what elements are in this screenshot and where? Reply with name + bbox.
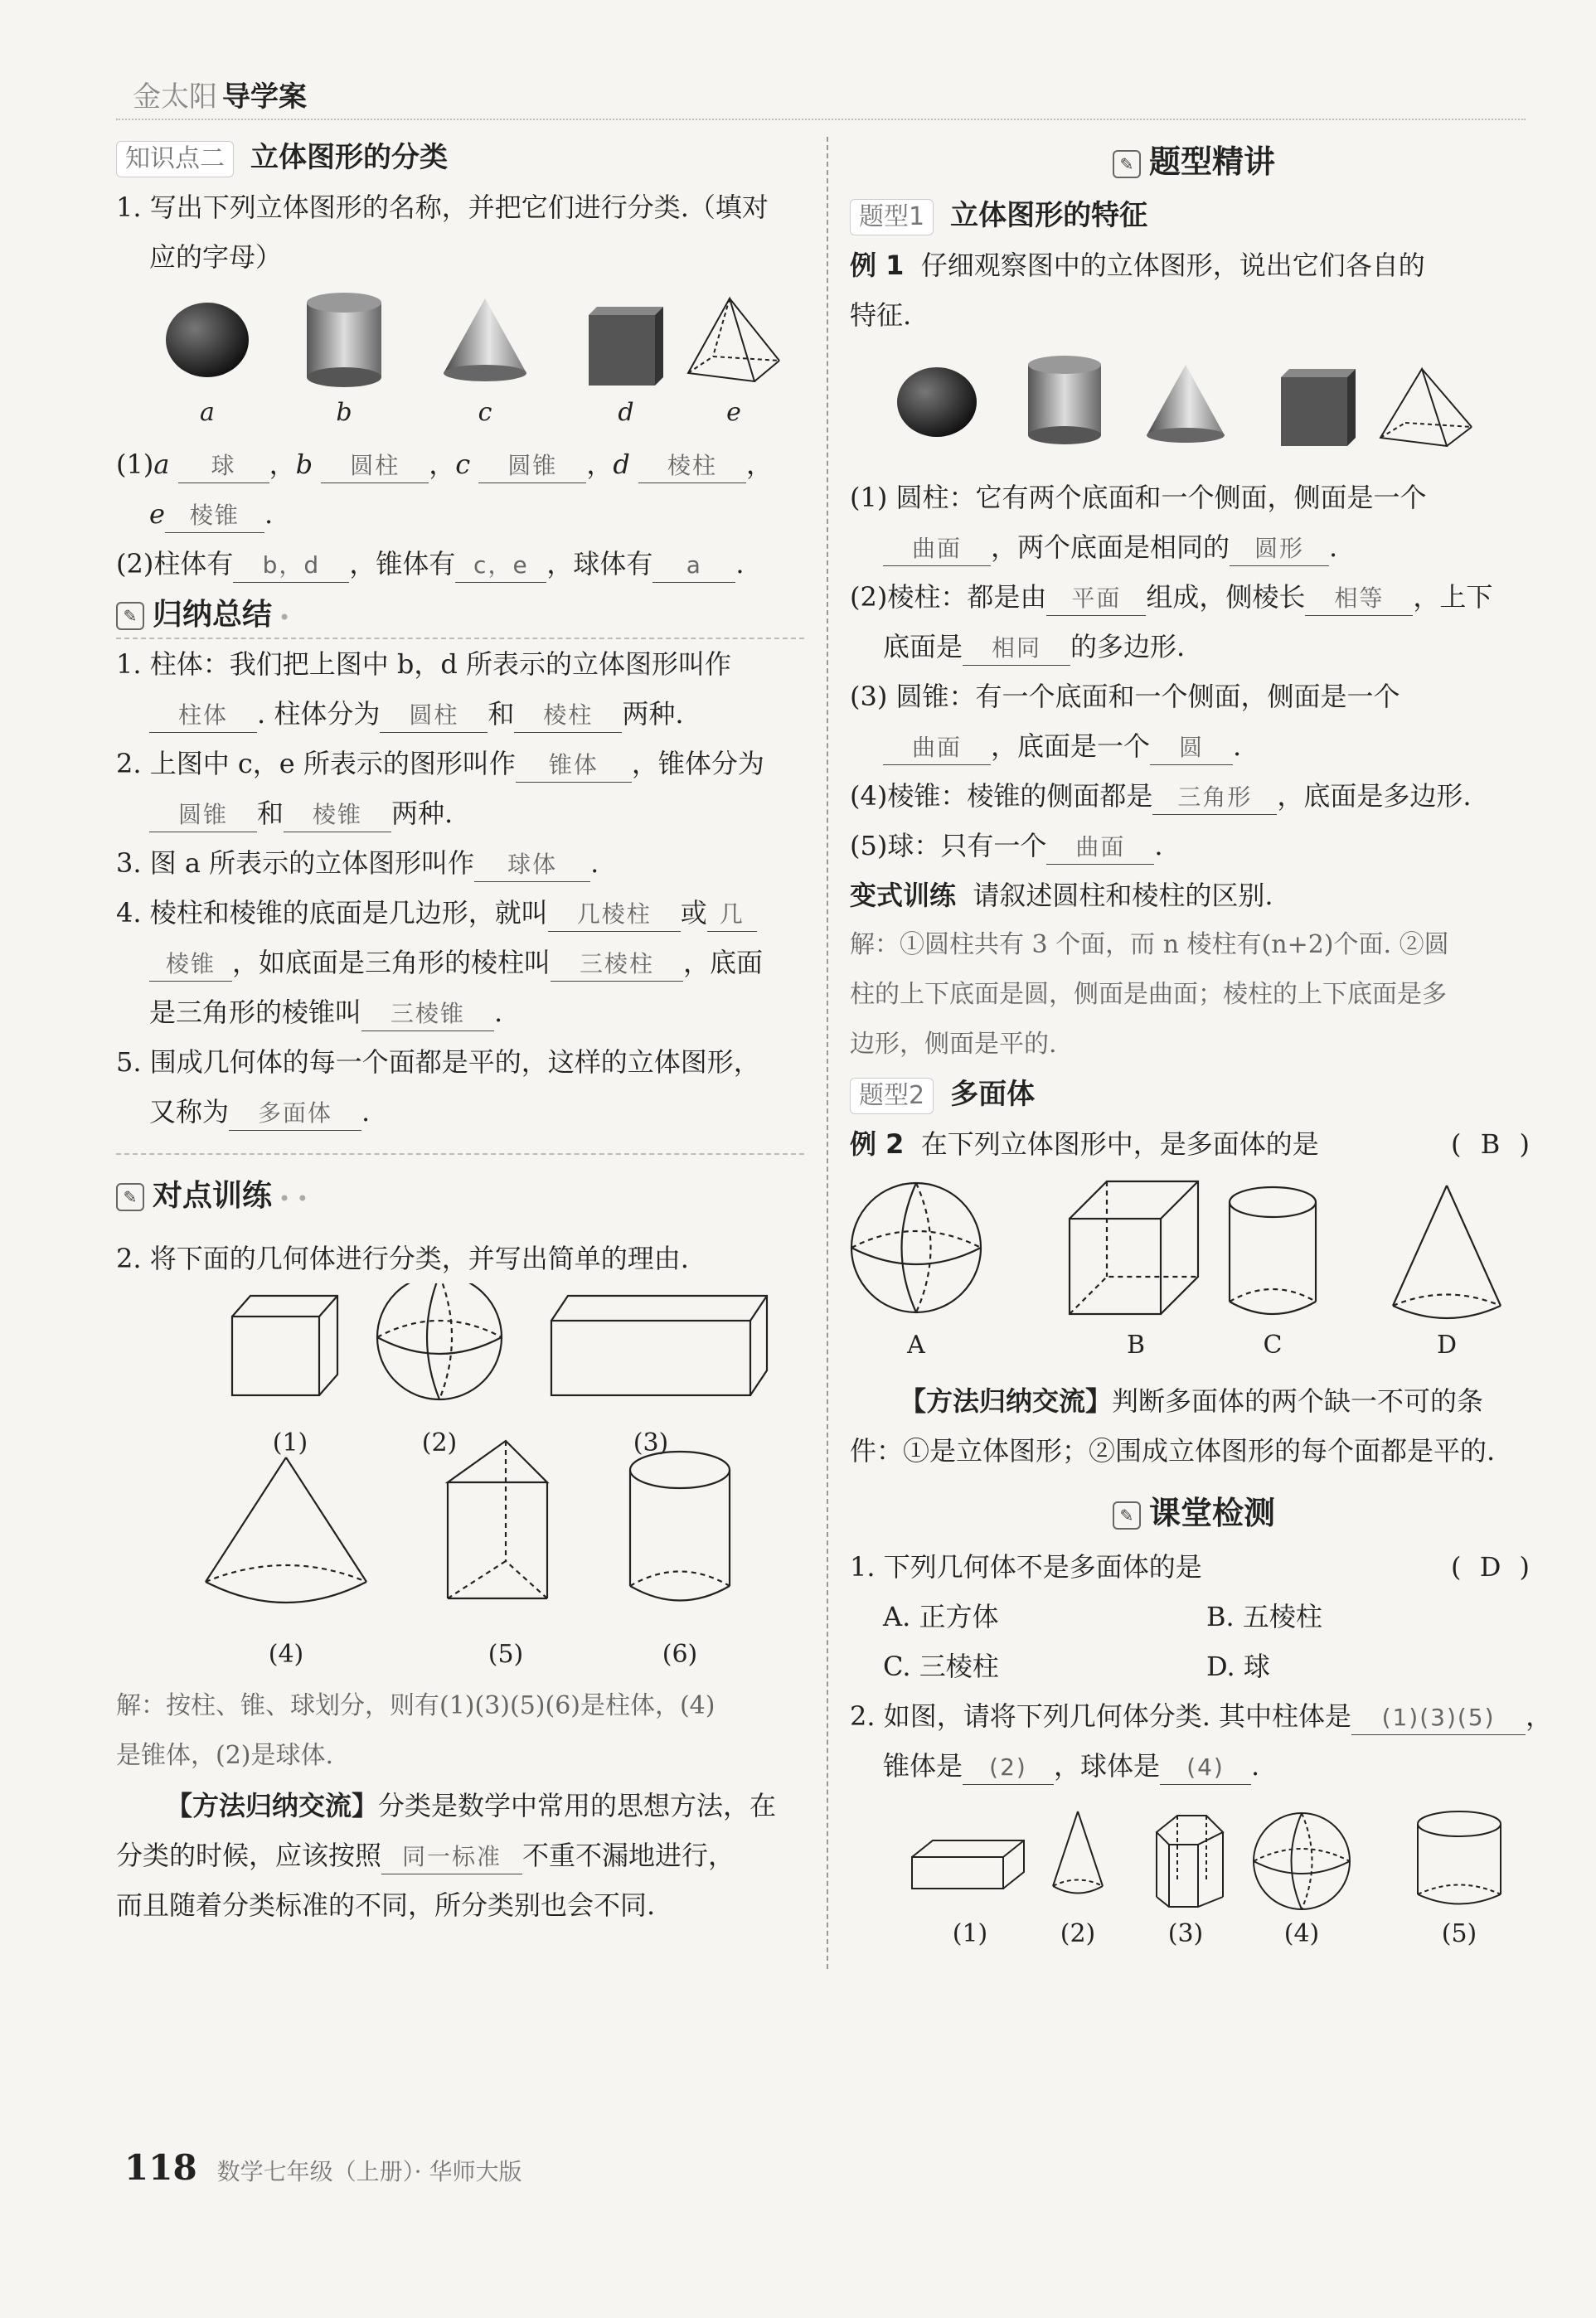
page-footer <box>124 2147 521 2188</box>
check-fig-cuboid <box>912 1840 1024 1889</box>
right-column <box>850 133 1553 1965</box>
variant-exercise: 变式训练 请叙述圆柱和棱柱的区别. <box>850 880 1273 911</box>
answer-blank: 几棱柱 <box>548 898 681 932</box>
classification-figure <box>116 1283 804 1673</box>
figure-sphere <box>377 1283 502 1399</box>
knowledge-point-tag: 知识点二 <box>116 141 234 177</box>
feature-5: (5)球：只有一个 曲面 . <box>850 821 1538 870</box>
check-fig-cone <box>1053 1811 1103 1894</box>
option-b: B. 五棱柱 <box>1206 1601 1322 1632</box>
fig-label: (2) <box>1060 1919 1096 1948</box>
check-fig-sphere <box>1254 1813 1350 1909</box>
answer-blank: 曲面 <box>883 532 991 566</box>
answer-blank: 柱体 <box>149 699 257 733</box>
check1-options-row1 <box>850 1592 1538 1642</box>
answer-blank: (2) <box>963 1751 1054 1785</box>
example-1b: 特征. <box>850 299 912 331</box>
fig-label-d: d <box>618 398 634 427</box>
type1-heading: 题型1 立体图形的特征 <box>850 191 1538 240</box>
type-tag: 题型2 <box>850 1078 934 1114</box>
method-summary-1: 【方法归纳交流】分类是数学中常用的思想方法，在 <box>166 1790 777 1821</box>
fig-label: (4) <box>1283 1919 1320 1948</box>
brand <box>133 74 307 114</box>
type-tag: 题型1 <box>850 199 934 235</box>
notebook-icon: ✎ <box>1113 150 1141 178</box>
variant-solution-1: 解：①圆柱共有 3 个面，而 n 棱柱有(n+2)个面. ②圆 <box>850 930 1449 959</box>
answer-blank: b，d <box>233 549 349 583</box>
fig-label: (4) <box>268 1640 304 1669</box>
type2-heading: 题型2 多面体 <box>850 1069 1538 1119</box>
option-label: C <box>1263 1331 1283 1360</box>
answer-blank: 几 <box>707 898 757 932</box>
summary-item-4c: 是三角形的棱锥叫 三棱锥 . <box>116 987 804 1037</box>
summary-item-4: 4. 棱柱和棱锥的底面是几边形，就叫 几棱柱 或 几 <box>116 888 804 938</box>
cone-c <box>444 298 526 373</box>
feature-1b: 曲面 ，两个底面是相同的 圆形 . <box>850 522 1538 572</box>
answer-blank: 多面体 <box>229 1097 361 1131</box>
summary-item-5b: 又称为 多面体 . <box>116 1087 804 1137</box>
answer-blank: a <box>652 549 735 583</box>
example2-figures <box>850 1169 1538 1360</box>
answer-blank: 棱锥 <box>284 798 391 832</box>
fig-label: (1) <box>952 1919 988 1948</box>
option-d-cone <box>1393 1186 1501 1318</box>
fig-label: (5) <box>1441 1919 1477 1948</box>
answer-blank: 平面 <box>1046 582 1146 616</box>
summary-item-3: 3. 图 a 所表示的立体图形叫作 球体 . <box>116 838 804 888</box>
fig-label-b: b <box>336 398 352 427</box>
summary-item-5: 5. 围成几何体的每一个面都是平的，这样的立体图形， <box>116 1046 760 1078</box>
fig-label: (3) <box>1167 1919 1204 1948</box>
option-d: D. 球 <box>1206 1651 1270 1682</box>
example-1: 例 1 仔细观察图中的立体图形，说出它们各自的 <box>850 250 1425 281</box>
fig-label: (5) <box>488 1640 524 1669</box>
cylinder-b <box>307 303 381 377</box>
answer-blank: 曲面 <box>1046 831 1154 865</box>
answer-blank: 锥体 <box>516 749 632 783</box>
option-label: B <box>1126 1331 1146 1360</box>
answer-blank: 棱柱 <box>638 449 746 483</box>
answer-blank: 圆 <box>1150 731 1233 765</box>
feature-2b: 底面是 相同 的多边形. <box>850 622 1538 672</box>
answer-blank: (4) <box>1160 1751 1251 1785</box>
answer-blank: 棱锥 <box>165 499 264 533</box>
brand-series: 导学案 <box>222 80 307 114</box>
practice-solution-2: 是锥体，(2)是球体. <box>116 1741 334 1770</box>
notebook-icon: ✎ <box>1113 1501 1141 1530</box>
answer-blank: 圆锥 <box>478 449 586 483</box>
summary-item-2: 2. 上图中 c，e 所表示的图形叫作 锥体 ，锥体分为 <box>116 739 804 788</box>
answer-blank: 圆形 <box>1230 532 1329 566</box>
option-label: D <box>1436 1331 1458 1360</box>
answer-blank: (1)(3)(5) <box>1351 1701 1526 1735</box>
answer-blank: 同一标准 <box>381 1840 522 1874</box>
sphere-a <box>166 303 249 377</box>
q1-answer-1: (1)a 球 ，b 圆柱 ，c 圆锥 ，d 棱柱 ， <box>116 439 804 489</box>
prism-d <box>589 315 655 386</box>
section-title-class-check: ✎ 课堂检测 <box>850 1484 1538 1542</box>
q1-text-2: 应的字母） <box>149 241 283 273</box>
answer-blank: 三棱柱 <box>551 948 683 982</box>
summary-item-2b: 圆锥 和 棱锥 两种. <box>116 788 804 838</box>
method-summary-3: 而且随着分类标准的不同，所分类别也会不同. <box>116 1889 656 1921</box>
example1-figures <box>850 340 1538 464</box>
summary-item-4b: 棱锥 ，如底面是三角形的棱柱叫 三棱柱 ，底面 <box>116 938 804 987</box>
answer-blank: 相同 <box>963 632 1070 666</box>
page-header <box>116 70 1526 120</box>
answer-blank: 棱锥 <box>149 948 232 982</box>
fig-label-a: a <box>200 398 215 427</box>
practice-figures <box>116 1283 804 1673</box>
check-fig-pentagonal-prism <box>1157 1816 1223 1907</box>
answer-blank: 圆柱 <box>321 449 429 483</box>
check-question-2b: 锥体是 (2) ，球体是 (4) . <box>850 1741 1538 1791</box>
option-label: A <box>907 1331 925 1360</box>
feature-1: (1) 圆柱：它有两个底面和一个侧面，侧面是一个 <box>850 482 1427 513</box>
brand-name: 金太阳 <box>133 80 217 114</box>
feature-2: (2)棱柱：都是由 平面 组成，侧棱长 相等 ，上下 <box>850 572 1538 622</box>
figure-cylinder <box>630 1452 730 1601</box>
pencil-icon: ✎ <box>116 1183 144 1211</box>
example2-answer: ( B ) <box>1451 1128 1530 1160</box>
check1-options-row2 <box>850 1642 1538 1691</box>
option-a: A. 正方体 <box>883 1601 999 1632</box>
knowledge-point-title: 立体图形的分类 <box>250 141 448 174</box>
option-b-cuboid <box>1070 1181 1198 1314</box>
feature-4: (4)棱锥：棱锥的侧面都是 三角形 ，底面是多边形. <box>850 771 1538 821</box>
figure-cube <box>232 1296 337 1395</box>
answer-blank: c，e <box>455 549 546 583</box>
pyramid-e <box>688 298 779 381</box>
fig-label: (6) <box>662 1640 698 1669</box>
answer-blank: 球 <box>178 449 269 483</box>
q1-answer-1b: e 棱锥 . <box>116 489 804 539</box>
summary-item-1b: 柱体 . 柱体分为 圆柱 和 棱柱 两种. <box>116 689 804 739</box>
option-a-sphere <box>851 1183 981 1312</box>
feature-3: (3) 圆锥：有一个底面和一个侧面，侧面是一个 <box>850 681 1400 712</box>
summary-heading: ✎ 归纳总结 • <box>116 589 804 644</box>
left-column <box>116 133 804 1930</box>
check-fig-cylinder <box>1418 1811 1501 1904</box>
check2-figures <box>850 1807 1538 1965</box>
answer-blank: 圆锥 <box>149 798 257 832</box>
figure-cone <box>206 1457 366 1603</box>
option-c: C. 三棱柱 <box>883 1651 999 1682</box>
example1-solids-figure <box>850 340 1538 464</box>
method-summary-2-2: 件：①是立体图形；②围成立体图形的每个面都是平的. <box>850 1435 1496 1467</box>
figure-cuboid <box>551 1296 767 1395</box>
book-title: 数学七年级（上册）· 华师大版 <box>216 2158 522 2185</box>
example-2: 例 2 在下列立体图形中，是多面体的是 ( B ) <box>850 1119 1538 1169</box>
answer-blank: 相等 <box>1305 582 1413 616</box>
pencil-icon: ✎ <box>116 602 144 630</box>
section-title-question-types: ✎ 题型精讲 <box>850 133 1538 191</box>
answer-blank: 三棱锥 <box>361 997 494 1031</box>
answer-blank: 棱柱 <box>514 699 622 733</box>
q1-figures <box>116 282 804 439</box>
check1-answer: ( D ) <box>1451 1551 1530 1583</box>
answer-blank: 曲面 <box>883 731 991 765</box>
section-separator <box>116 1153 804 1155</box>
variant-solution-3: 边形，侧面是平的. <box>850 1030 1057 1059</box>
q1-answer-2: (2)柱体有 b，d ，锥体有 c，e ，球体有 a . <box>116 539 804 589</box>
fig-label-e: e <box>726 398 741 427</box>
page-number: 118 <box>124 2147 197 2188</box>
option-c-cylinder <box>1230 1187 1316 1314</box>
q1-text-1: 1. 写出下列立体图形的名称，并把它们进行分类.（填对 <box>116 192 769 223</box>
answer-blank: 球体 <box>474 848 590 882</box>
answer-blank: 圆柱 <box>380 699 488 733</box>
answer-blank: 三角形 <box>1152 781 1277 815</box>
method-summary-2: 分类的时候，应该按照 同一标准 不重不漏地进行， <box>116 1831 804 1880</box>
fig-label: (1) <box>272 1428 308 1457</box>
fig-label: (2) <box>421 1428 458 1457</box>
feature-3b: 曲面 ，底面是一个 圆 . <box>850 721 1538 771</box>
fig-label: (3) <box>633 1428 669 1457</box>
practice-heading: ✎ 对点训练 • • <box>116 1170 804 1225</box>
summary-item-1: 1. 柱体：我们把上图中 b，d 所表示的立体图形叫作 <box>116 648 732 680</box>
check-question-1: 1. 下列几何体不是多面体的是 ( D ) <box>850 1542 1538 1592</box>
fig-label-c: c <box>478 398 492 427</box>
variant-solution-2: 柱的上下底面是圆，侧面是曲面；棱柱的上下底面是多 <box>850 980 1447 1009</box>
column-divider <box>827 137 828 1969</box>
check-question-2: 2. 如图，请将下列几何体分类. 其中柱体是 (1)(3)(5) ， <box>850 1691 1538 1741</box>
knowledge-point-heading <box>116 133 804 182</box>
method-summary-2-1: 【方法归纳交流】判断多面体的两个缺一不可的条 <box>900 1385 1484 1417</box>
practice-question-2: 2. 将下面的几何体进行分类，并写出简单的理由. <box>116 1243 689 1274</box>
practice-solution-1: 解：按柱、锥、球划分，则有(1)(3)(5)(6)是柱体，(4) <box>116 1691 716 1720</box>
figure-triangular-prism <box>448 1441 547 1598</box>
